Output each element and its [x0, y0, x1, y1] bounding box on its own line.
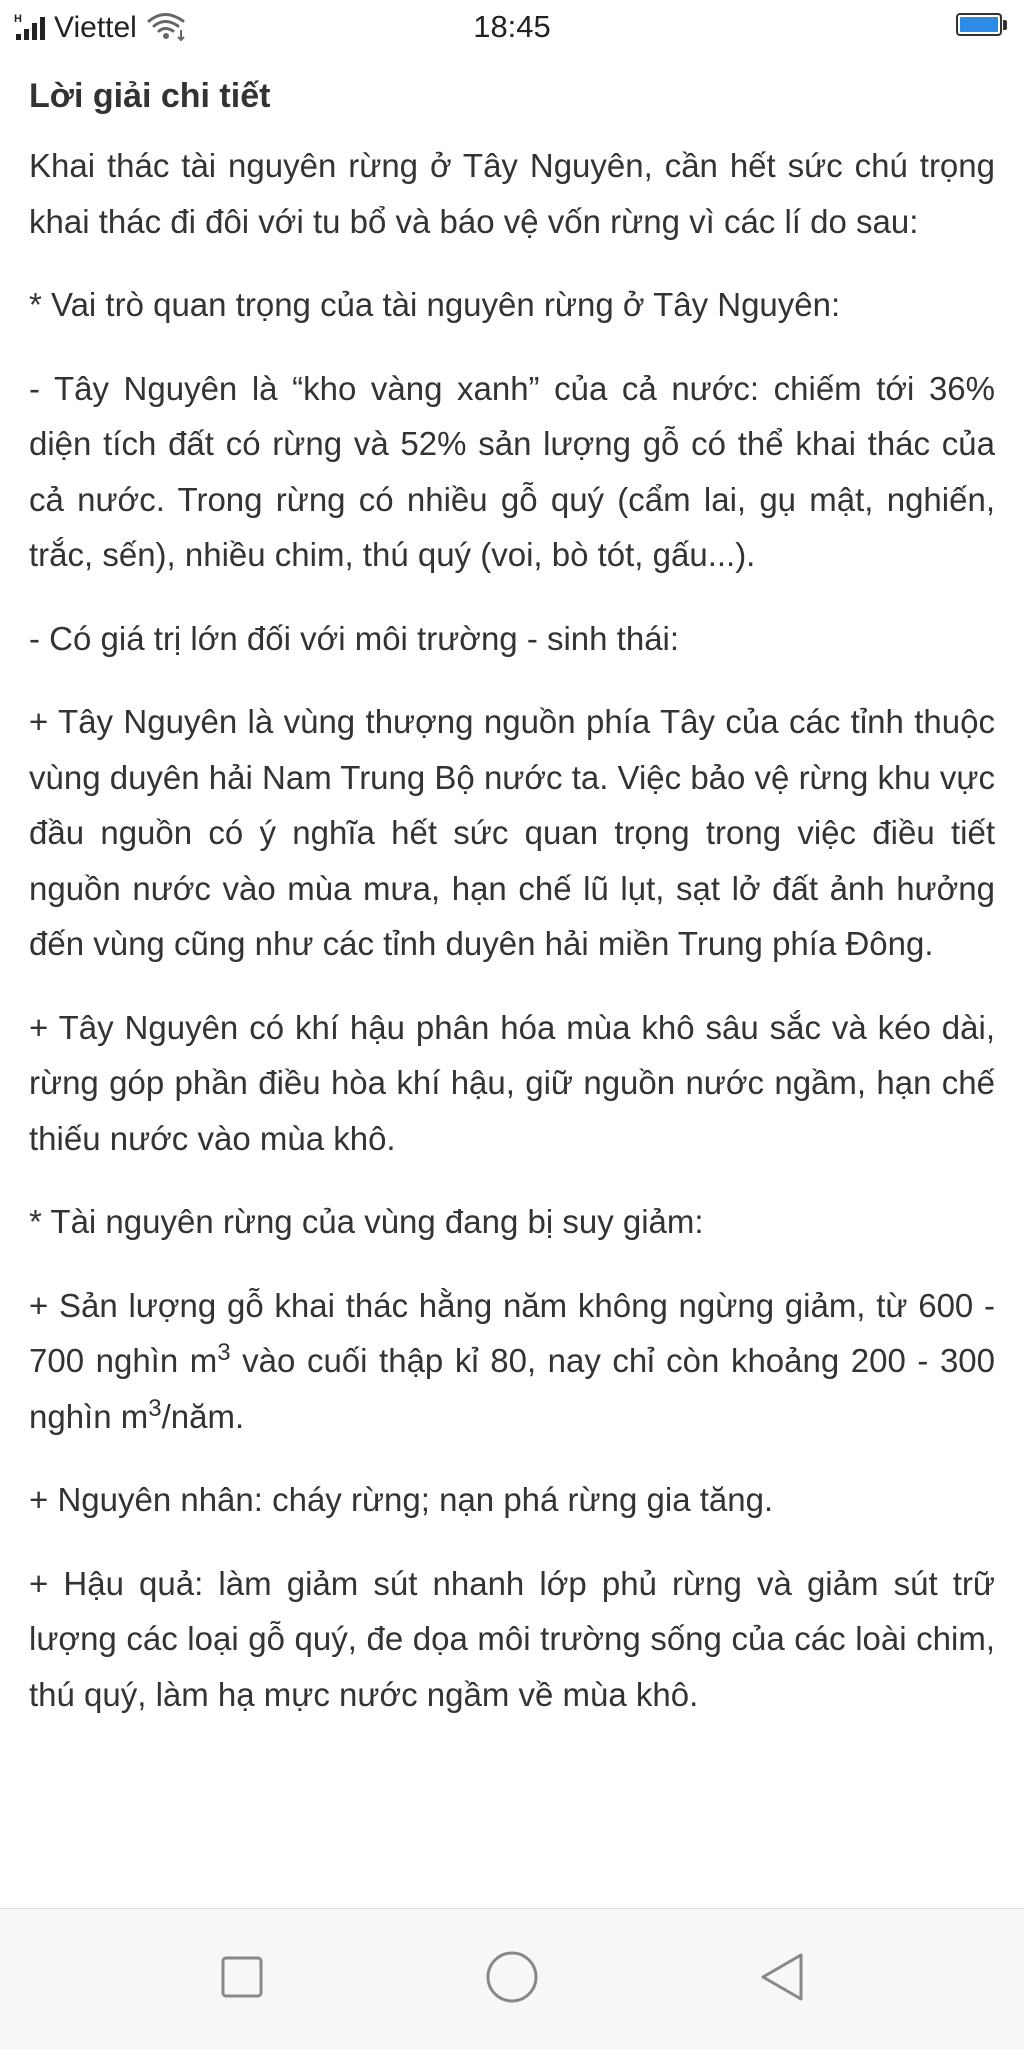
- home-button[interactable]: [472, 1943, 552, 2015]
- battery-icon: [956, 13, 1008, 38]
- point2-a-paragraph: [29, 1278, 995, 1445]
- point2-title: * Tài nguyên rừng của vùng đang bị suy giảm:: [29, 1203, 704, 1240]
- status-clock: 18:45: [473, 9, 551, 44]
- intro-paragraph: Khai thác tài nguyên rừng ở Tây Nguyên, cần hết sức chú trọng khai thác đi đôi với tu bổ và báo vệ vốn rừng vì các lí do sau:: [29, 147, 995, 240]
- square-icon: [220, 1955, 264, 2004]
- battery-level-fill: [960, 17, 998, 32]
- point1-title: * Vai trò quan trọng của tài nguyên rừng ở Tây Nguyên:: [29, 286, 841, 323]
- status-bar: [0, 0, 1024, 56]
- carrier-name: Viettel: [54, 11, 137, 44]
- point2-a-text-3: /năm.: [161, 1397, 245, 1435]
- point1-a-paragraph: - Tây Nguyên là “kho vàng xanh” của cả nước: chiếm tới 36% diện tích đất có rừng và 52% sản lượng gỗ có thể khai thác của cả nước. Trong rừng có nhiều gỗ quý (cẩm lai, gụ mật, nghiến, trắc, sến), nhiều chim, thú quý (voi, bò tót, gấu...).: [29, 369, 995, 573]
- triangle-back-icon: [757, 1951, 807, 2008]
- back-button[interactable]: [742, 1943, 822, 2015]
- circle-icon: [484, 1949, 540, 2010]
- article-content: [29, 72, 995, 1750]
- superscript-3: 3: [217, 1339, 231, 1366]
- point1-b1-paragraph: + Tây Nguyên là vùng thượng nguồn phía Tây của các tỉnh thuộc vùng duyên hải Nam Trung Bộ nước ta. Việc bảo vệ rừng khu vực đầu nguồn có ý nghĩa hết sức quan trọng trong việc điều tiết nguồn nước vào mùa mưa, hạn chế lũ lụt, sạt lở đất ảnh hưởng đến vùng cũng như các tỉnh duyên hải miền Trung phía Đông.: [29, 703, 995, 962]
- point2-c-paragraph: + Hậu quả: làm giảm sút nhanh lớp phủ rừng và giảm sút trữ lượng các loại gỗ quý, đe dọa môi trường sống của các loài chim, thú quý, làm hạ mực nước ngầm về mùa khô.: [29, 1564, 995, 1713]
- recents-button[interactable]: [202, 1943, 282, 2015]
- article-heading: Lời giải chi tiết: [29, 77, 271, 115]
- point2-b-paragraph: + Nguyên nhân: cháy rừng; nạn phá rừng gia tăng.: [29, 1481, 774, 1518]
- point2-a-text-2: vào cuối thập kỉ 80, nay chỉ còn khoảng 200 - 300 nghìn m: [29, 1342, 996, 1435]
- point2-a-text-1: + Sản lượng gỗ khai thác hằng năm không ngừng giảm, từ 600 - 700 nghìn m: [29, 1286, 995, 1379]
- superscript-3: 3: [148, 1394, 162, 1422]
- navigation-bar: [0, 1908, 1024, 2049]
- point1-b2-paragraph: + Tây Nguyên có khí hậu phân hóa mùa khô sâu sắc và kéo dài, rừng góp phần điều hòa khí hậu, giữ nguồn nước ngầm, hạn chế thiếu nước vào mùa khô.: [29, 1008, 995, 1157]
- point1-b-paragraph: - Có giá trị lớn đối với môi trường - sinh thái:: [29, 619, 680, 657]
- network-type-label: H: [14, 13, 22, 25]
